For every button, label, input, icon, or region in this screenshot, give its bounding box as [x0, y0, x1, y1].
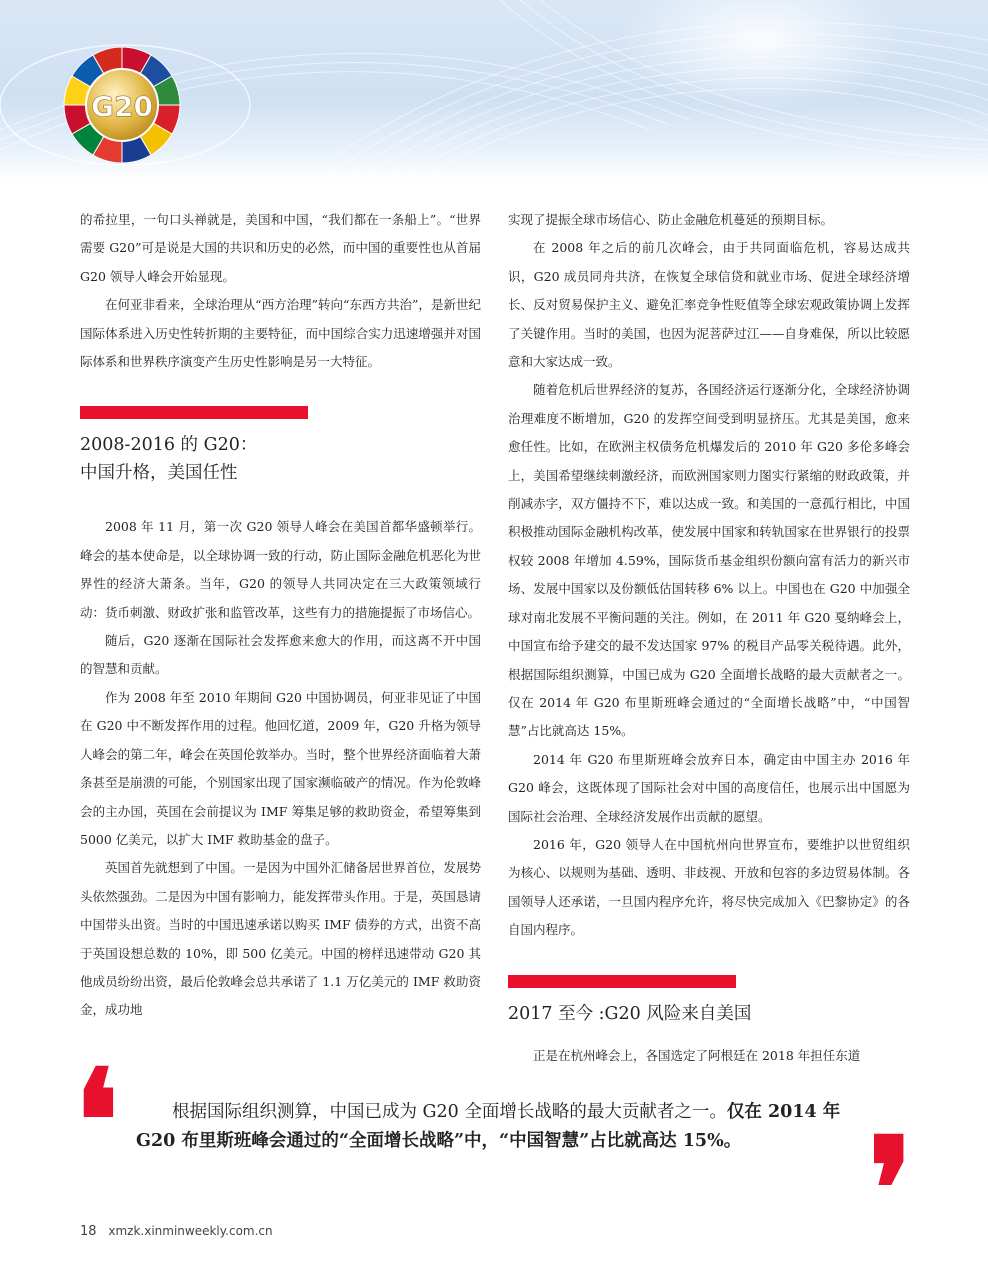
section-heading-line2: 中国升格，美国任性 [80, 463, 238, 484]
section-divider-bar [508, 975, 736, 988]
pull-quote-bold-text: 仅在 2014 年 G20 布里斯班峰会通过的“全面增长战略”中，“中国智慧”占比就高达 15%。 [136, 1102, 841, 1151]
paragraph: 英国首先就想到了中国。一是因为中国外汇储备居世界首位，发展势头依然强劲。二是因为中国有影响力，能发挥带头作用。于是，英国恳请中国带头出资。当时的中国迅速承诺以购买 IMF 债券的方式，出资不高于英国设想总数的 10%，即 500 亿美元。中国的榜样迅速带动 G20 其他成员纷纷出资，最后伦敦峰会总共承诺了 1.1 万亿美元的 IMF 救助资金，成功地 [80, 860, 481, 1018]
open-quote-icon: ❛ [74, 1040, 120, 1204]
paragraph: 2016 年，G20 领导人在中国杭州向世界宣布，要维护以世贸组织为核心、以规则为基础、透明、非歧视、开放和包容的多边贸易体制。各国领导人还承诺，一旦国内程序允许，将尽快完成加入《巴黎协定》的各自国内程序。 [508, 836, 910, 938]
section-heading-line1: 2008-2016 的 G20： [80, 435, 258, 456]
paragraph: 的希拉里，一句口头禅就是，美国和中国，“我们都在一条船上”。“世界需要 G20”可是说是大国的共识和历史的必然，而中国的重要性也从首届 G20 领导人峰会开始显现。 [80, 212, 481, 284]
page-number: 18 [80, 1224, 97, 1239]
paragraph: 随着危机后世界经济的复苏，各国经济运行逐渐分化，全球经济协调治理难度不断增加，G20 的发挥空间受到明显挤压。尤其是美国，愈来愈任性。比如，在欧洲主权债务危机爆发后的 2010 年 G20 多伦多峰会上，美国希望继续刺激经济，而欧洲国家则力图实行紧缩的财政政策，并削减赤字，双方僵持不下，难以达成一致。和美国的一意孤行相比，中国积极推动国际金融机构改革，使发展中国家和转轨国家在世界银行的投票权较 2008 年增加 4.59%，国际货币基金组织份额向富有活力的新兴市场、发展中国家以及份额低估国转移 6% 以上。中国也在 G20 中加强全球对南北发展不平衡问题的关注。例如，在 2011 年 G20 戛纳峰会上，中国宣布给予建交的最不发达国家 97% 的税目产品零关税待遇。此外，根据国际组织测算，中国已成为 G20 全面增长战略的最大贡献者之一。仅在 2014 年 G20 布里斯班峰会通过的“全面增长战略”中，“中国智慧”占比就高达 15%。 [508, 382, 910, 739]
banner-swirl-graphic [0, 0, 988, 180]
g20-logo-text: G20 [91, 90, 153, 123]
paragraph: 正是在杭州峰会上，各国选定了阿根廷在 2018 年担任东道 [533, 1047, 861, 1063]
paragraph: 2008 年 11 月，第一次 G20 领导人峰会在美国首都华盛顿举行。峰会的基本使命是，以全球协调一致的行动，防止国际金融危机恶化为世界性的经济大萧条。当年，G20 的领导人共同决定在三大政策领域行动：货币刺激、财政扩张和监管改革，这些有力的措施提振了市场信心。 [80, 519, 481, 620]
paragraph: 2014 年 G20 布里斯班峰会放弃日本，确定由中国主办 2016 年 G20 峰会，这既体现了国际社会对中国的高度信任，也展示出中国愿为国际社会治理、全球经济发展作出贡献的愿望。 [508, 751, 910, 824]
footer-url: xmzk.xinminweekly.com.cn [108, 1224, 273, 1238]
paragraph: 随后，G20 逐渐在国际社会发挥愈来愈大的作用，而这离不开中国的智慧和贡献。 [80, 633, 481, 677]
page-footer [80, 1224, 273, 1239]
section-divider-bar [80, 406, 308, 419]
pull-quote [136, 1098, 858, 1156]
paragraph: 在何亚非看来，全球治理从“西方治理”转向“东西方共治”，是新世纪国际体系进入历史性转折期的主要特征，而中国综合实力迅速增强并对国际体系和世界秩序演变产生历史性影响是另一大特征。 [80, 297, 481, 370]
paragraph: 作为 2008 年至 2010 年期间 G20 中国协调员，何亚非见证了中国在 G20 中不断发挥作用的过程。他回忆道，2009 年，G20 升格为领导人峰会的第二年，峰会在英国伦敦举办。当时，整个世界经济面临着大萧条甚至是崩溃的可能，个别国家出现了国家濒临破产的情况。作为伦敦峰会的主办国，英国在会前提议为 IMF 筹集足够的救助资金，希望筹集到 5000 亿美元，以扩大 IMF 救助基金的盘子。 [80, 689, 481, 847]
close-quote-icon: ❜ [868, 1108, 914, 1272]
pull-quote-text: 根据国际组织测算，中国已成为 G20 全面增长战略的最大贡献者之一。 [172, 1102, 727, 1122]
g20-logo [64, 47, 180, 163]
header-banner [0, 0, 988, 180]
left-column [80, 206, 481, 1025]
paragraph: 在 2008 年之后的前几次峰会，由于共同面临危机，容易达成共识，G20 成员同舟共济，在恢复全球信贷和就业市场、促进全球经济增长、反对贸易保护主义、避免汇率竞争性贬值等全球宏观政策协调上发挥了关键作用。当时的美国，也因为泥菩萨过江——自身难保，所以比较愿意和大家达成一致。 [508, 240, 910, 370]
section-heading [80, 431, 481, 487]
section-heading: 2017 至今 :G20 风险来自美国 [508, 1003, 752, 1024]
right-column [508, 206, 910, 1070]
paragraph: 实现了提振全球市场信心、防止金融危机蔓延的预期目标。 [508, 212, 834, 227]
